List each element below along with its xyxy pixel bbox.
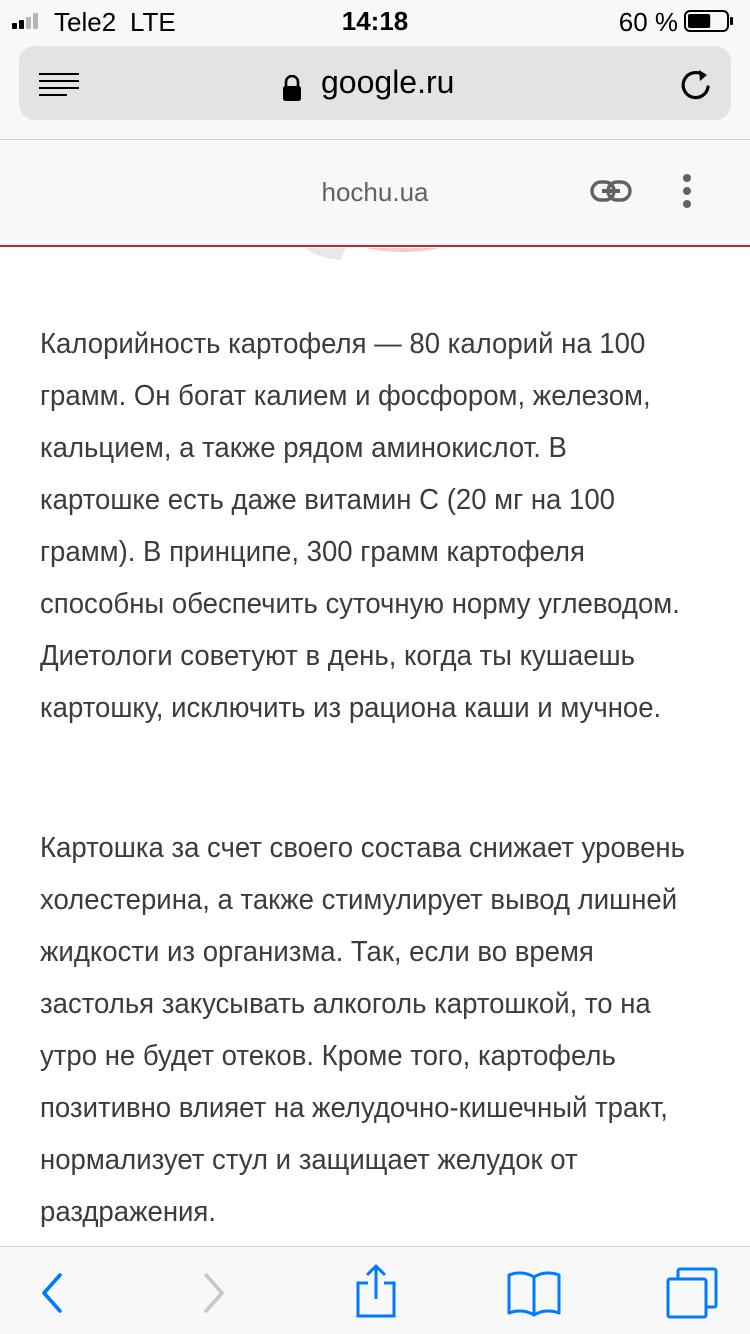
url-text[interactable]: google.ru [321, 64, 455, 100]
tabs-icon[interactable] [664, 1265, 720, 1321]
url-field[interactable] [19, 46, 731, 120]
browser-address-bar [0, 40, 750, 140]
article-paragraph: Картошка за счет своего состава снижает уровень холестерина, а также стимулирует вывод лишней жидкости из организма. Так, если во время застолья закусывать алкоголь картошкой, то на утро не будет отеков. Кроме того, картофель позитивно влияет на желудочно-кишечный тракт, нормализует стул и защищает желудок от раздражения. [40, 832, 685, 1228]
forward-icon[interactable] [184, 1265, 240, 1321]
network-type: LTE [130, 7, 176, 37]
reload-icon[interactable] [679, 68, 713, 102]
amp-viewer-header [0, 141, 750, 247]
article-body [40, 318, 686, 1326]
article-paragraph: Калорийность картофеля — 80 калорий на 100 грамм. Он богат калием и фосфором, железом, кальцием, а также рядом аминокислот. В картошке есть даже витамин С (20 мг на 100 грамм). В принципе, 300 грамм картофеля способны обеспечить суточную норму углеводом. Диетологи советуют в день, когда ты кушаешь картошку, исключить из рациона каши и мучное. [40, 328, 680, 724]
carrier-name: Tele2 [54, 7, 117, 37]
back-icon[interactable] [26, 1265, 82, 1321]
link-icon[interactable] [590, 180, 632, 202]
more-vertical-icon[interactable] [680, 173, 694, 209]
lock-icon [282, 75, 302, 101]
bookmarks-icon[interactable] [506, 1265, 562, 1321]
battery-percent: 60 % [618, 7, 678, 37]
status-bar [0, 0, 750, 40]
browser-toolbar [0, 1246, 750, 1334]
source-domain[interactable]: hochu.ua [321, 177, 429, 207]
share-icon[interactable] [348, 1263, 404, 1319]
battery-icon [684, 10, 734, 32]
status-time: 14:18 [341, 6, 409, 36]
reader-view-icon[interactable] [39, 72, 81, 98]
site-logo-fragment [306, 248, 446, 262]
